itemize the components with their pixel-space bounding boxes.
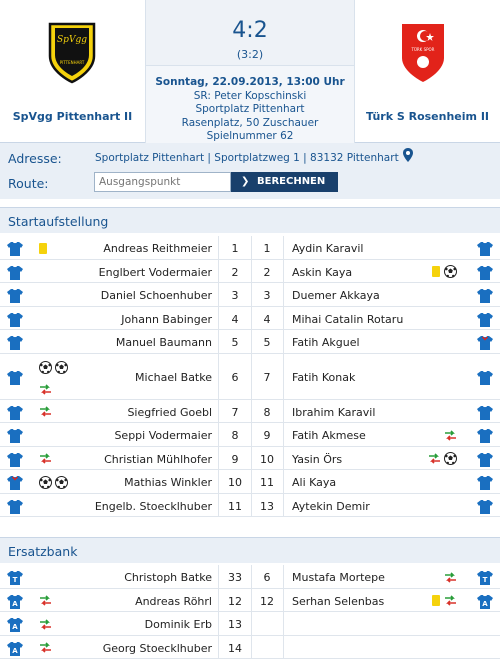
pitch-info: Rasenplatz, 50 Zuschauer: [181, 116, 319, 129]
svg-text:SpVgg: SpVgg: [57, 35, 87, 45]
player-shirt-icon: [476, 594, 494, 613]
referee: SR: Peter Kopschinski: [193, 89, 307, 102]
home-player-name[interactable]: Siegfried Goebl: [127, 405, 212, 419]
home-player-name[interactable]: Johann Babinger: [121, 312, 212, 326]
home-player-name[interactable]: Englbert Vodermaier: [98, 265, 212, 279]
route-calculate-button[interactable]: ❯ BERECHNEN: [231, 172, 338, 192]
player-shirt-icon: [6, 594, 24, 613]
player-shirt-icon: [6, 241, 24, 260]
away-player-name[interactable]: Fatih Akmese: [292, 429, 366, 442]
table-row: [0, 447, 500, 471]
player-shirt-icon: [6, 370, 24, 389]
away-shirt-number: 6: [263, 571, 271, 584]
map-pin-icon[interactable]: [403, 148, 413, 162]
substitution-icon: [39, 641, 52, 654]
table-row: [0, 307, 500, 331]
home-player-name[interactable]: Georg Stoecklhuber: [102, 641, 212, 655]
table-row: [0, 589, 500, 613]
player-shirt-icon: [476, 335, 494, 354]
player-shirt-icon: [476, 499, 494, 518]
away-player-name[interactable]: Ibrahim Karavil: [292, 405, 376, 419]
yellow-card-icon: [39, 243, 47, 254]
player-shirt-icon: [476, 265, 494, 284]
away-shirt-number: 4: [263, 312, 271, 326]
away-shirt-number: 8: [263, 405, 271, 419]
away-player-name[interactable]: Aydin Karavil: [292, 242, 364, 255]
match-info: [146, 76, 354, 144]
player-shirt-icon: [6, 335, 24, 354]
svg-text:PITTENHART: PITTENHART: [59, 60, 85, 65]
away-player-name[interactable]: Ali Kaya: [292, 476, 337, 489]
away-player-name[interactable]: Duemer Akkaya: [292, 289, 380, 302]
player-shirt-icon: [6, 265, 24, 284]
table-row: [0, 636, 500, 660]
address-link[interactable]: Sportplatz Pittenhart | Sportplatzweg 1 | 83132 Pittenhart: [95, 152, 399, 164]
home-shirt-number: 9: [231, 452, 239, 466]
table-row: [0, 283, 500, 307]
lineup-table: [0, 236, 500, 517]
game-number: Spielnummer 62: [206, 130, 294, 142]
lineup-section-header: [0, 207, 500, 233]
home-team-name[interactable]: SpVgg Pittenhart II: [12, 110, 133, 123]
player-shirt-icon: [6, 570, 24, 589]
away-player-name[interactable]: Serhan Selenbas: [292, 594, 385, 608]
goal-ball-icon: [444, 265, 457, 278]
bench-title: Ersatzbank: [8, 544, 78, 559]
away-shirt-number: 10: [260, 452, 274, 466]
home-shirt-number: 3: [231, 289, 239, 302]
away-player-name[interactable]: Fatih Konak: [292, 370, 356, 384]
home-shirt-number: 13: [228, 618, 242, 631]
home-player-name[interactable]: Christoph Batke: [124, 571, 212, 584]
home-player-name[interactable]: Daniel Schoenhuber: [100, 289, 212, 302]
away-player-name[interactable]: Mustafa Mortepe: [292, 571, 385, 584]
home-shirt-number: 11: [228, 499, 242, 513]
goal-ball-icon: [39, 476, 52, 489]
lineup-title: Startaufstellung: [8, 214, 109, 229]
table-row: [0, 470, 500, 494]
player-shirt-icon: [6, 452, 24, 471]
goal-ball-icon: [39, 361, 52, 374]
home-player-name[interactable]: Christian Mühlhofer: [104, 452, 212, 466]
player-shirt-icon: [6, 428, 24, 447]
home-shirt-number: 5: [231, 336, 239, 349]
substitution-icon: [39, 405, 52, 418]
bench-section-header: [0, 537, 500, 563]
away-player-name[interactable]: Fatih Akguel: [292, 336, 360, 349]
player-shirt-icon: [6, 288, 24, 307]
away-player-name[interactable]: Yasin Örs: [292, 452, 343, 466]
address-label: Adresse:: [8, 151, 62, 166]
home-player-name[interactable]: Manuel Baumann: [115, 336, 212, 349]
player-shirt-icon: [6, 475, 24, 494]
away-shirt-number: 7: [263, 370, 271, 384]
substitution-icon: [39, 452, 52, 465]
home-player-name[interactable]: Michael Batke: [135, 370, 212, 384]
home-shirt-number: 2: [231, 265, 239, 279]
player-shirt-icon: [476, 452, 494, 471]
home-shirt-number: 7: [231, 405, 239, 419]
player-shirt-icon: [476, 570, 494, 589]
player-shirt-icon: [6, 617, 24, 636]
away-team[interactable]: [355, 0, 500, 143]
score-panel: [145, 0, 355, 143]
player-shirt-icon: [476, 428, 494, 447]
away-shirt-number: 9: [263, 429, 271, 442]
away-shirt-number: 3: [263, 289, 271, 302]
match-header: [0, 0, 500, 143]
substitution-icon: [444, 429, 457, 442]
player-shirt-icon: [6, 641, 24, 660]
home-shirt-number: 14: [228, 641, 242, 655]
home-shirt-number: 1: [231, 242, 239, 255]
svg-text:T: T: [12, 576, 18, 584]
player-shirt-icon: [476, 241, 494, 260]
player-shirt-icon: [476, 288, 494, 307]
svg-text:A: A: [12, 599, 18, 608]
match-date[interactable]: Sonntag, 22.09.2013, 13:00 Uhr: [155, 76, 345, 88]
player-shirt-icon: [6, 499, 24, 518]
yellow-card-icon: [432, 595, 440, 606]
venue: Sportplatz Pittenhart: [195, 103, 305, 115]
away-player-name[interactable]: Askin Kaya: [292, 265, 353, 279]
substitution-icon: [444, 571, 457, 584]
table-row: [0, 423, 500, 447]
table-row: [0, 354, 500, 400]
table-row: [0, 400, 500, 424]
home-player-name[interactable]: Mathias Winkler: [124, 476, 212, 489]
final-score: 4:2: [232, 18, 268, 43]
player-shirt-icon: [6, 405, 24, 424]
home-shirt-number: 33: [228, 571, 242, 584]
away-shirt-number: 13: [260, 499, 274, 513]
chevron-right-icon: ❯: [241, 176, 250, 187]
away-crest-icon: [400, 22, 446, 84]
home-team[interactable]: [0, 0, 145, 143]
table-row: [0, 330, 500, 354]
player-shirt-icon: [476, 475, 494, 494]
bench-table: [0, 565, 500, 659]
svg-text:TÜRK SPOR: TÜRK SPOR: [411, 47, 435, 52]
home-shirt-number: 4: [231, 312, 239, 326]
substitution-icon: [444, 594, 457, 607]
player-shirt-icon: [476, 370, 494, 389]
svg-text:A: A: [482, 599, 488, 608]
table-row: [0, 565, 500, 589]
player-shirt-icon: [476, 312, 494, 331]
goal-ball-icon: [55, 476, 68, 489]
home-shirt-number: 8: [231, 429, 239, 442]
home-player-name[interactable]: Dominik Erb: [144, 618, 212, 631]
table-row: [0, 494, 500, 518]
player-shirt-icon: [6, 312, 24, 331]
home-player-name[interactable]: Seppi Vodermaier: [114, 429, 212, 442]
substitution-icon: [39, 594, 52, 607]
away-player-name[interactable]: Mihai Catalin Rotaru: [292, 312, 404, 326]
substitution-icon: [39, 618, 52, 631]
away-player-name[interactable]: Aytekin Demir: [292, 499, 370, 513]
goal-ball-icon: [444, 452, 457, 465]
goal-ball-icon: [55, 361, 68, 374]
player-shirt-icon: [476, 405, 494, 424]
table-row: [0, 236, 500, 260]
away-shirt-number: 5: [263, 336, 271, 349]
home-player-name[interactable]: Engelb. Stoecklhuber: [94, 499, 212, 513]
table-row: [0, 260, 500, 284]
table-row: [0, 612, 500, 636]
svg-text:A: A: [12, 646, 18, 655]
away-shirt-number: 12: [260, 594, 274, 608]
away-shirt-number: 1: [263, 242, 271, 255]
away-team-name[interactable]: Türk S Rosenheim II: [365, 110, 489, 123]
home-shirt-number: 10: [228, 476, 242, 489]
yellow-card-icon: [432, 266, 440, 277]
route-label: Route:: [8, 176, 49, 191]
home-shirt-number: 6: [231, 370, 239, 384]
svg-text:A: A: [12, 623, 18, 631]
home-crest-icon: [46, 20, 98, 86]
svg-text:T: T: [482, 576, 488, 584]
substitution-icon: [39, 383, 52, 396]
home-player-name[interactable]: Andreas Reithmeier: [103, 242, 212, 255]
home-shirt-number: 12: [228, 594, 242, 608]
substitution-icon: [428, 452, 441, 465]
route-start-input[interactable]: [94, 172, 231, 192]
halftime-score: (3:2): [236, 48, 264, 61]
away-shirt-number: 2: [263, 265, 271, 279]
away-shirt-number: 11: [260, 476, 274, 489]
home-player-name[interactable]: Andreas Röhrl: [135, 594, 212, 608]
location-box: [0, 143, 500, 199]
